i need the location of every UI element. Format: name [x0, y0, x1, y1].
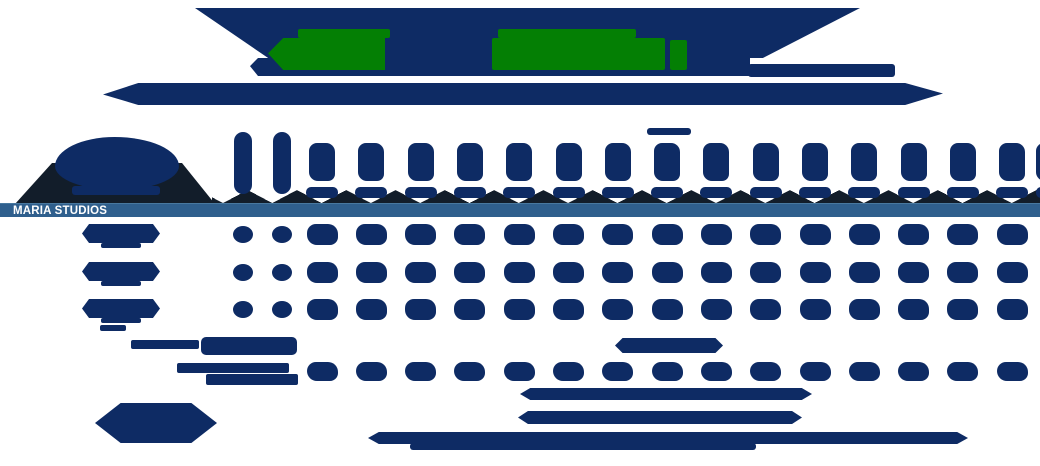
slot-button[interactable] — [272, 264, 292, 281]
slot-button[interactable] — [307, 362, 338, 381]
slot-button[interactable] — [553, 362, 584, 381]
column-header-subtext-9 — [700, 187, 732, 198]
slot-button[interactable] — [849, 299, 880, 320]
redacted-green-link-1[interactable] — [298, 29, 390, 38]
slot-button[interactable] — [701, 262, 732, 283]
slot-button[interactable] — [454, 262, 485, 283]
column-header-subtext-7 — [602, 187, 634, 198]
studio-row-label-subtext-2 — [101, 281, 141, 286]
column-header-cell-5 — [506, 143, 532, 181]
column-header-cell-7 — [605, 143, 631, 181]
slot-button[interactable] — [233, 226, 253, 243]
slot-button[interactable] — [800, 299, 831, 320]
slot-button[interactable] — [233, 301, 253, 318]
slot-button[interactable] — [652, 299, 683, 320]
slot-button[interactable] — [849, 362, 880, 381]
green-action-button-1[interactable] — [268, 38, 385, 70]
slot-button[interactable] — [701, 362, 732, 381]
slot-button[interactable] — [553, 262, 584, 283]
slot-button[interactable] — [504, 262, 535, 283]
slot-button[interactable] — [750, 224, 781, 245]
column-header-cell-10 — [753, 143, 779, 181]
column-header-subtext-2 — [355, 187, 387, 198]
column-header-subtext-14 — [947, 187, 979, 198]
redacted-legend-text-1 — [100, 325, 126, 331]
extra-row-label-line-2 — [206, 374, 298, 385]
slot-button[interactable] — [652, 362, 683, 381]
slot-button[interactable] — [800, 362, 831, 381]
column-header-cell-6 — [556, 143, 582, 181]
slot-button[interactable] — [750, 362, 781, 381]
club-logo-caption — [72, 186, 160, 195]
slot-button[interactable] — [602, 362, 633, 381]
slot-button[interactable] — [750, 299, 781, 320]
slot-button[interactable] — [602, 299, 633, 320]
slot-button[interactable] — [272, 226, 292, 243]
redacted-date-heading-2 — [748, 64, 895, 77]
studio-row-label-subtext-1 — [101, 243, 141, 248]
venue-banner — [0, 203, 1040, 217]
column-header-cell-14 — [950, 143, 976, 181]
column-header-subtext-6 — [553, 187, 585, 198]
column-header-subtext-15 — [996, 187, 1028, 198]
slot-button[interactable] — [233, 264, 253, 281]
slot-button[interactable] — [947, 299, 978, 320]
redacted-green-link-2[interactable] — [498, 29, 636, 38]
slot-button[interactable] — [504, 362, 535, 381]
studio-row-label-subtext-3 — [101, 318, 141, 323]
column-header-subtext-1 — [306, 187, 338, 198]
slot-button[interactable] — [356, 362, 387, 381]
slot-button[interactable] — [356, 299, 387, 320]
venue-name: MARIA STUDIOS — [13, 204, 108, 217]
column-header-cell-9 — [703, 143, 729, 181]
slot-button[interactable] — [849, 262, 880, 283]
slot-button[interactable] — [898, 362, 929, 381]
slot-button[interactable] — [701, 224, 732, 245]
redacted-legend-text-2 — [131, 340, 199, 349]
column-header-cell-11 — [802, 143, 828, 181]
column-header-cell-15 — [999, 143, 1025, 181]
slot-button[interactable] — [272, 301, 292, 318]
slot-button[interactable] — [947, 224, 978, 245]
studio-row-label-1 — [82, 224, 160, 243]
column-header-cell-8 — [654, 143, 680, 181]
slot-button[interactable] — [652, 262, 683, 283]
slot-button[interactable] — [997, 262, 1028, 283]
footer-text-line-1 — [520, 388, 812, 400]
column-header-capsule-2 — [273, 132, 291, 194]
column-header-cell-12 — [851, 143, 877, 181]
slot-button[interactable] — [602, 262, 633, 283]
slot-button[interactable] — [849, 224, 880, 245]
slot-button[interactable] — [553, 224, 584, 245]
slot-button[interactable] — [602, 224, 633, 245]
column-header-cell-4 — [457, 143, 483, 181]
slot-button[interactable] — [454, 362, 485, 381]
club-logo — [55, 137, 179, 190]
slot-button[interactable] — [947, 362, 978, 381]
column-header-subtext-3 — [405, 187, 437, 198]
column-header-cell-2 — [358, 143, 384, 181]
column-header-cell-clipped — [1036, 143, 1040, 181]
slot-button[interactable] — [898, 262, 929, 283]
footer-text-line-2 — [518, 411, 802, 424]
column-header-cell-3 — [408, 143, 434, 181]
slot-button[interactable] — [997, 362, 1028, 381]
slot-button[interactable] — [405, 299, 436, 320]
slot-button[interactable] — [454, 299, 485, 320]
column-header-subtext-10 — [750, 187, 782, 198]
slot-button[interactable] — [652, 224, 683, 245]
column-header-subtext-12 — [848, 187, 880, 198]
slot-button[interactable] — [356, 224, 387, 245]
slot-button[interactable] — [307, 299, 338, 320]
slot-button[interactable] — [898, 299, 929, 320]
column-header-capsule-1 — [234, 132, 252, 194]
redacted-legend-center-text — [615, 338, 723, 353]
slot-button[interactable] — [454, 224, 485, 245]
column-header-subtext-clipped — [1036, 187, 1040, 198]
slot-button[interactable] — [504, 299, 535, 320]
slot-button[interactable] — [307, 224, 338, 245]
column-header-subtext-4 — [454, 187, 486, 198]
column-header-subtext-13 — [898, 187, 930, 198]
slot-button[interactable] — [997, 299, 1028, 320]
slot-button[interactable] — [405, 362, 436, 381]
slot-button[interactable] — [504, 224, 535, 245]
slot-button[interactable] — [898, 224, 929, 245]
slot-button[interactable] — [997, 224, 1028, 245]
column-header-subtext-8 — [651, 187, 683, 198]
studio-row-label-3 — [82, 299, 160, 318]
slot-button[interactable] — [356, 262, 387, 283]
column-header-cell-1 — [309, 143, 335, 181]
column-header-cell-13 — [901, 143, 927, 181]
green-action-button-3[interactable] — [670, 40, 687, 70]
slot-button[interactable] — [307, 262, 338, 283]
slot-button[interactable] — [553, 299, 584, 320]
slot-button[interactable] — [800, 262, 831, 283]
redacted-legend-text-3 — [201, 337, 297, 355]
footer-text-line-3b — [410, 443, 756, 450]
footer-logo — [95, 403, 217, 443]
slot-button[interactable] — [701, 299, 732, 320]
column-header-subtext-11 — [799, 187, 831, 198]
current-column-marker-text — [647, 128, 691, 135]
slot-button[interactable] — [800, 224, 831, 245]
slot-button[interactable] — [750, 262, 781, 283]
studio-row-label-2 — [82, 262, 160, 281]
slot-button[interactable] — [405, 262, 436, 283]
green-action-button-2[interactable] — [492, 38, 665, 70]
slot-button[interactable] — [405, 224, 436, 245]
column-header-subtext-5 — [503, 187, 535, 198]
redacted-instructions-text — [103, 83, 943, 105]
extra-row-label-line-1 — [177, 363, 289, 373]
slot-button[interactable] — [947, 262, 978, 283]
